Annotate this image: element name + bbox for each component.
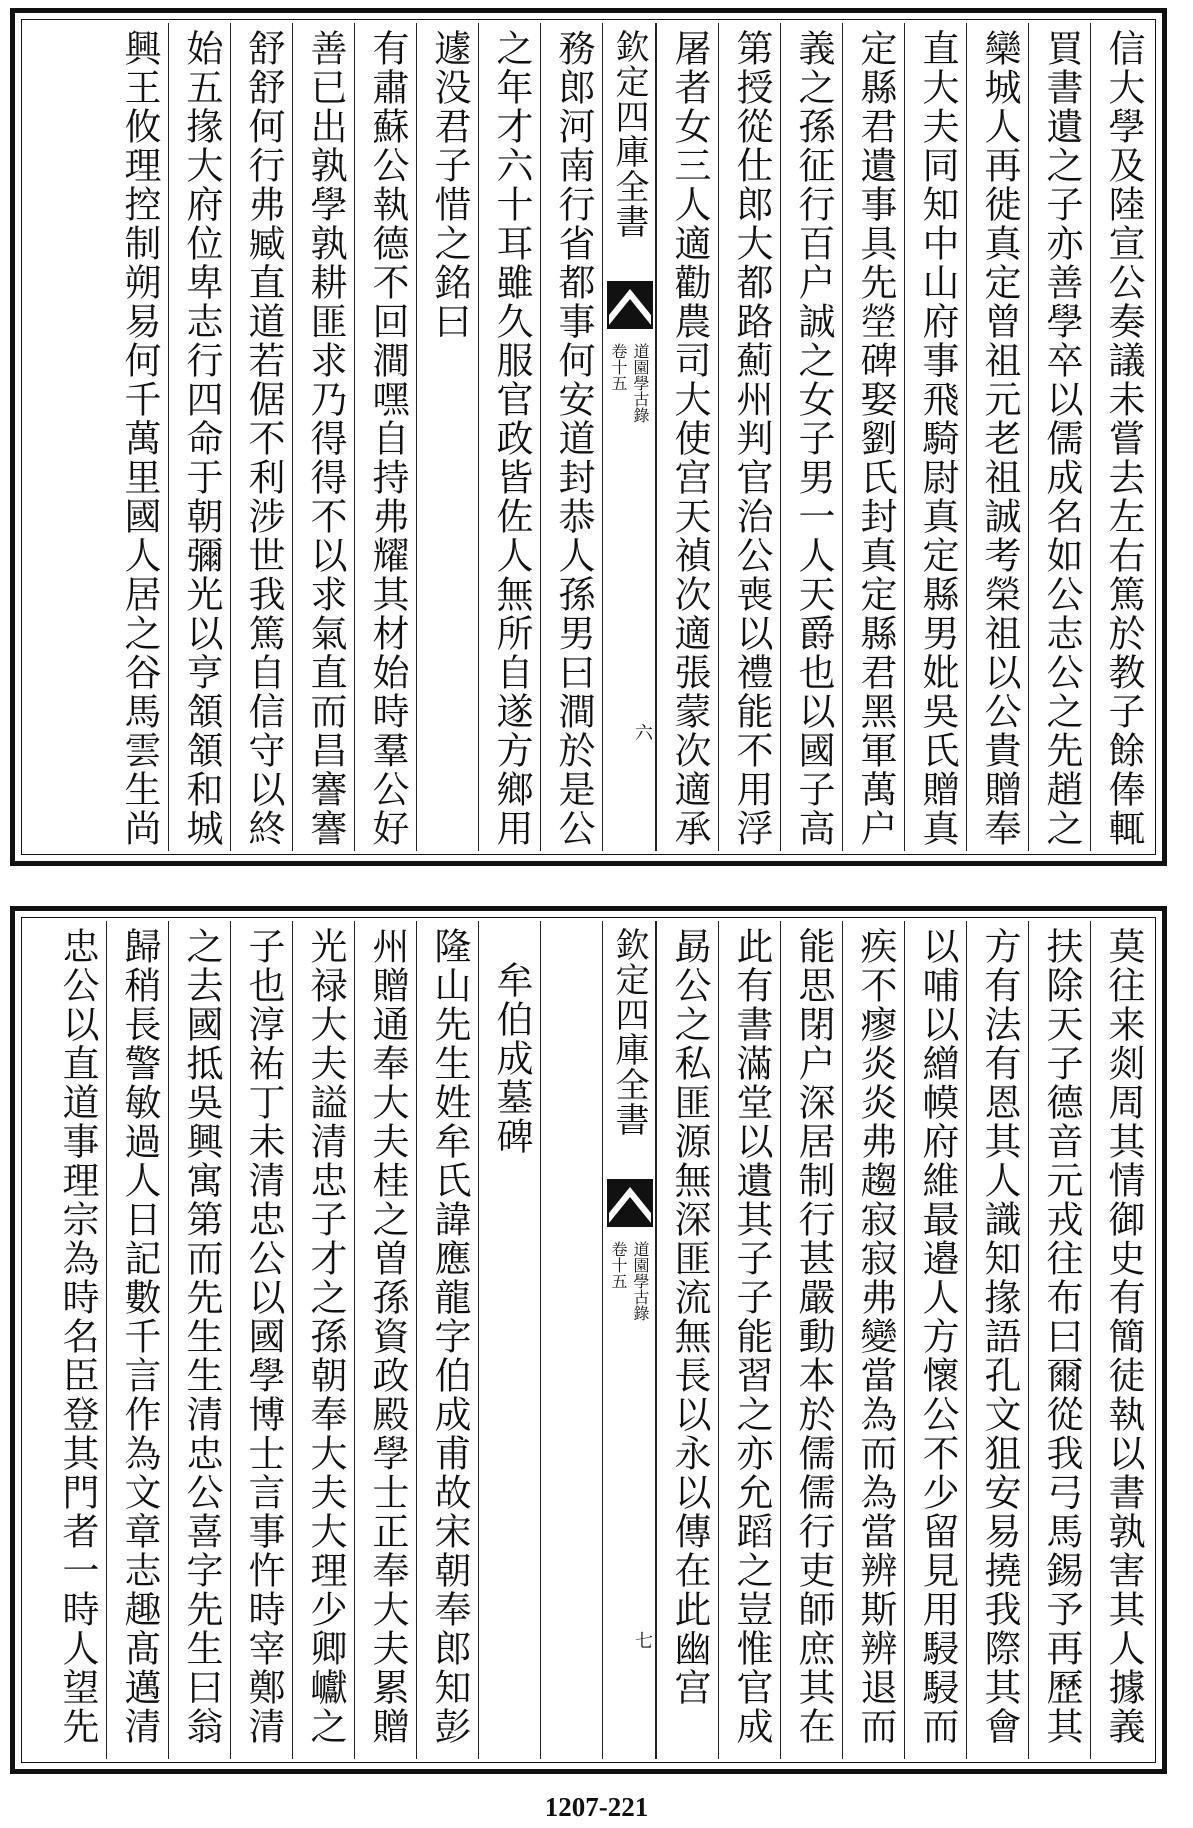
text-column: 興王攸理控制朔易何千萬里國人居之谷馬雲生尚 bbox=[118, 29, 161, 848]
text-column: 始五掾大府位卑志行四命于朝彌光以亨頷頷和城 bbox=[168, 23, 230, 851]
text-column: 莫往来剡周其情御史有簡徒執以書孰害其人據義 bbox=[1090, 921, 1152, 1759]
gutter-page-number: 六 bbox=[632, 723, 653, 741]
text-column: 能思閉户深居制行甚嚴動本於儒儒行吏師庶其在 bbox=[780, 921, 842, 1759]
text-column: 定縣君遺事具先塋碑娶劉氏封真定縣君黑軍萬户 bbox=[842, 23, 904, 851]
text-column: 之年才六十耳雖久服官政皆佐人無所自遂方鄉用 bbox=[478, 23, 540, 851]
text-column: 忠公以直道事理宗為時名臣登其門者一時人望先 bbox=[56, 927, 99, 1746]
gutter-meta bbox=[603, 343, 655, 423]
text-column: 第授從仕郎大都路薊州判官治公喪以禮能不用浮 bbox=[718, 23, 780, 851]
text-column: 以哺以繒幙府維最邉人方懷公不少留見用駸駸而 bbox=[904, 921, 966, 1759]
text-column: 買書遺之子亦善學卒以儒成名如公志公之先趙之 bbox=[1028, 23, 1090, 851]
text-column: 務郎河南行省都事何安道封恭人孫男曰澗於是公 bbox=[540, 23, 602, 851]
page-reference-number: 1207-221 bbox=[544, 1792, 649, 1822]
text-column: 善已出孰學孰耕匪求乃得得不以求氣直而昌謇謇 bbox=[292, 23, 354, 851]
gutter-book-title: 道園學古錄 bbox=[631, 1241, 650, 1321]
text-column: 屠者女三人適勸農司大使宫天禎次適張蒙次適承 bbox=[656, 23, 718, 851]
gutter-title: 欽定四庫全書 bbox=[609, 29, 649, 239]
text-column: 遽没君子惜之銘曰 bbox=[416, 23, 478, 851]
center-gutter bbox=[602, 23, 656, 851]
text-column: 之去國抵吳興寓第而先生生清忠公喜字先生曰翁 bbox=[168, 921, 230, 1759]
text-column: 隆山先生姓牟氏諱應龍字伯成甫故宋朝奉郎知彭 bbox=[416, 921, 478, 1759]
section-title-column: 牟伯成墓碑 bbox=[478, 921, 540, 1759]
text-column: 欒城人再徙真定曾祖元老祖誠考榮祖以公貴贈奉 bbox=[966, 23, 1028, 851]
gutter-meta bbox=[603, 1241, 655, 1321]
text-column: 疾不瘳炎炎弗趨寂寂弗變當為而為當辨斯辨退而 bbox=[842, 921, 904, 1759]
center-gutter bbox=[602, 921, 656, 1759]
gutter-title: 欽定四庫全書 bbox=[609, 927, 649, 1137]
gutter-book-title: 道園學古錄 bbox=[631, 343, 650, 423]
text-column: 扶除天子德音元戎往布曰爾從我弓馬錫予再歷其 bbox=[1028, 921, 1090, 1759]
top-page bbox=[10, 8, 1167, 866]
text-column: 光禄大夫謚清忠子才之孫朝奉大夫大理少卿巘之 bbox=[292, 921, 354, 1759]
text-column: 歸稍長警敏過人日記數千言作為文章志趣髙邁清 bbox=[106, 921, 168, 1759]
bottom-page bbox=[10, 906, 1167, 1774]
text-column: 信大學及陸宣公奏議未嘗去左右篤於教子餘俸輒 bbox=[1090, 23, 1152, 851]
gutter-page-number: 七 bbox=[632, 1631, 653, 1649]
gutter-volume: 卷十五 bbox=[609, 343, 628, 391]
text-column: 子也淳祐丁未清忠公以國學博士言事忤時宰鄭清 bbox=[230, 921, 292, 1759]
gutter-volume: 卷十五 bbox=[609, 1241, 628, 1289]
text-column: 有肅蘇公執德不回澗嘿自持弗耀其材始時羣公好 bbox=[354, 23, 416, 851]
text-column: 勗公之私匪源無深匪流無長以永以傳在此幽宫 bbox=[656, 921, 718, 1759]
text-column: 直大夫同知中山府事飛騎尉真定縣男妣吳氏贈真 bbox=[904, 23, 966, 851]
text-column bbox=[540, 921, 602, 1759]
text-column: 此有書滿堂以遺其子子能習之亦允蹈之豈惟官成 bbox=[718, 921, 780, 1759]
bottom-text-columns bbox=[25, 921, 1152, 1759]
text-column: 舒舒何行弗臧直道若倨不利涉世我篤自信守以終 bbox=[230, 23, 292, 851]
text-column: 州贈通奉大夫桂之曽孫資政殿學士正奉大夫累贈 bbox=[354, 921, 416, 1759]
fishtail-mark-icon bbox=[607, 281, 653, 329]
top-text-columns bbox=[25, 23, 1152, 851]
text-column: 方有法有恩其人識知掾語孔文狙安易撓我際其會 bbox=[966, 921, 1028, 1759]
fishtail-mark-icon bbox=[607, 1179, 653, 1227]
text-column: 義之孫征行百户誠之女子男一人天爵也以國子高 bbox=[780, 23, 842, 851]
